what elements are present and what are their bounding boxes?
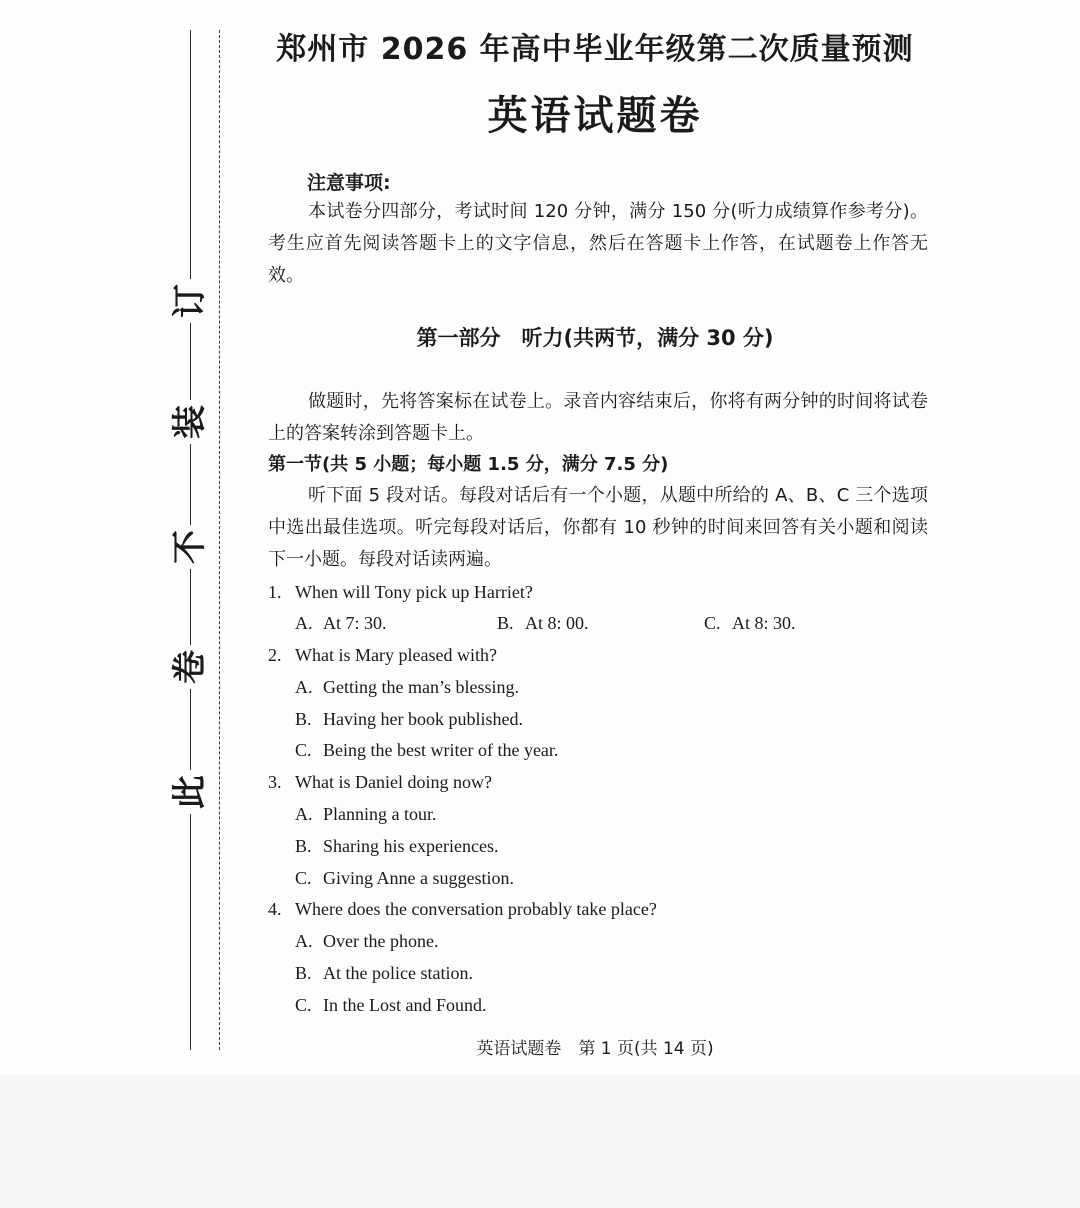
question-number: 4. [268,899,282,919]
question-number: 2. [268,645,282,665]
question-text: What is Daniel doing now? [295,772,492,792]
option-text: At the police station. [323,963,473,983]
option-text: At 7: 30. [323,613,387,633]
option-text: Sharing his experiences. [323,836,499,856]
question-3-option-b [295,834,498,858]
question-text: What is Mary pleased with? [295,645,497,665]
question-number: 3. [268,772,282,792]
option-text: Giving Anne a suggestion. [323,868,514,888]
option-letter: C. [295,995,312,1015]
option-text: Planning a tour. [323,804,437,824]
option-text: Being the best writer of the year. [323,740,559,760]
notice-heading: 注意事项: [307,172,391,194]
margin-char-juan: 卷 [168,645,212,689]
question-1-option-c [704,611,796,635]
question-4-option-b [295,961,473,985]
exam-title: 郑州市 2026 年高中毕业年级第二次质量预测 [276,32,914,67]
question-2 [268,643,497,667]
question-text: When will Tony pick up Harriet? [295,582,533,602]
option-text: At 8: 00. [525,613,589,633]
option-letter: A. [295,804,313,824]
margin-char-bu: 不 [168,525,212,569]
binding-line-dashed [219,30,220,1050]
question-4-option-a [295,929,438,953]
margin-char-ding: 订 [168,279,212,323]
question-text: Where does the conversation probably take place? [295,899,657,919]
question-2-option-b [295,707,523,731]
option-letter: B. [295,963,312,983]
option-letter: C. [295,868,312,888]
option-letter: B. [295,836,312,856]
option-text: Getting the man’s blessing. [323,677,519,697]
option-text: Over the phone. [323,931,439,951]
option-letter: B. [497,613,514,633]
question-3-option-a [295,802,437,826]
margin-char-zhuang: 装 [168,400,212,444]
section-one-instructions: 听下面 5 段对话。每段对话后有一个小题，从题中所给的 A、B、C 三个选项中选出最佳选项。听完每段对话后，你都有 10 秒钟的时间来回答有关小题和阅读下一小题。每段对话读两遍。 [268,485,928,570]
option-letter: A. [295,931,313,951]
blank-bottom-area [0,1075,1080,1208]
option-text: At 8: 30. [732,613,796,633]
question-2-option-a [295,675,519,699]
option-text: Having her book published. [323,709,523,729]
question-4-option-c [295,993,487,1017]
question-1-option-b [497,611,589,635]
part-one-heading: 第一部分 听力(共两节，满分 30 分) [416,326,774,350]
option-text: In the Lost and Found. [323,995,487,1015]
page-footer: 英语试题卷 第 1 页(共 14 页) [476,1039,714,1059]
option-letter: B. [295,709,312,729]
section-one-heading: 第一节(共 5 小题；每小题 1.5 分，满分 7.5 分) [268,454,669,475]
question-3 [268,770,492,794]
option-letter: C. [295,740,312,760]
question-number: 1. [268,582,282,602]
part-one-instructions: 做题时，先将答案标在试卷上。录音内容结束后，你将有两分钟的时间将试卷上的答案转涂到答题卡上。 [268,391,928,444]
question-1-option-a [295,611,387,635]
option-letter: A. [295,613,313,633]
option-letter: A. [295,677,313,697]
exam-subtitle: 英语试题卷 [487,93,703,139]
question-1 [268,580,533,604]
question-4 [268,897,657,921]
question-2-option-c [295,738,558,762]
option-letter: C. [704,613,721,633]
notice-body: 本试卷分四部分，考试时间 120 分钟，满分 150 分(听力成绩算作参考分)。考生应首先阅读答题卡上的文字信息，然后在答题卡上作答，在试题卷上作答无效。 [268,201,928,286]
question-3-option-c [295,866,514,890]
margin-char-ci: 此 [168,770,212,814]
